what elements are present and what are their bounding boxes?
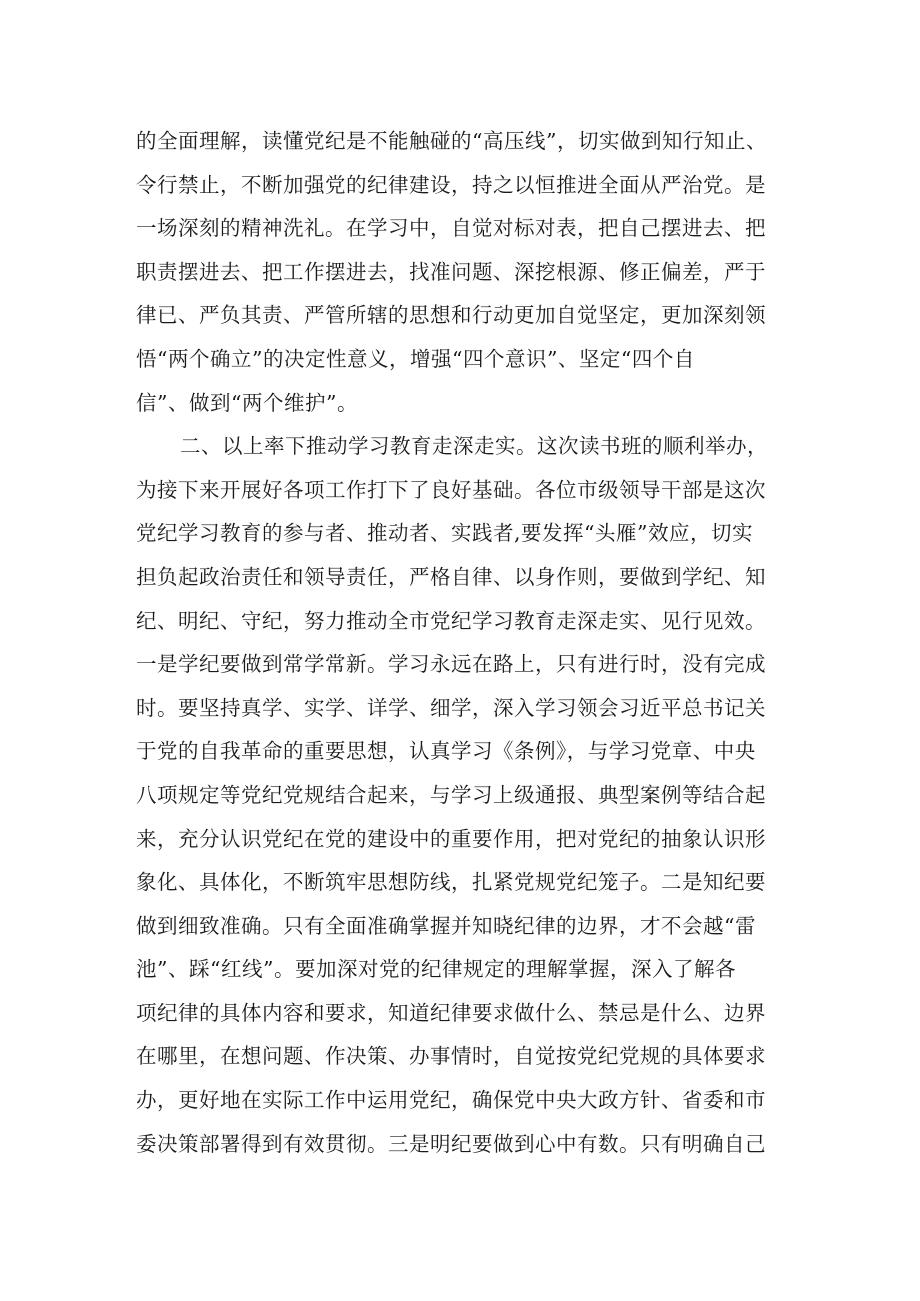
text-line: 党纪学习教育的参与者、推动者、实践者,要发挥“头雁”效应，切实 bbox=[136, 521, 753, 546]
text-line: 一是学纪要做到常学常新。学习永远在路上，只有进行时，没有完成 bbox=[136, 652, 766, 677]
text-line: 做到细致准确。只有全面准确掌握并知晓纪律的边界，才不会越“雷 bbox=[136, 913, 756, 938]
text-line: 信”、做到“两个维护”。 bbox=[136, 390, 358, 415]
section-heading-line: 二、以上率下推动学习教育走深走实。这次读书班的顺利举办， bbox=[180, 434, 768, 459]
text-line: 于党的自我革命的重要思想，认真学习《条例》，与学习党章、中央 bbox=[136, 739, 756, 764]
text-line: 项纪律的具体内容和要求，知道纪律要求做什么、禁忌是什么、边界 bbox=[136, 1000, 766, 1025]
text-line: 在哪里，在想问题、作决策、办事情时，自觉按党纪党规的具体要求 bbox=[136, 1044, 766, 1069]
text-line: 办，更好地在实际工作中运用党纪，确保党中央大政方针、省委和市 bbox=[136, 1088, 766, 1113]
text-line: 委决策部署得到有效贯彻。三是明纪要做到心中有数。只有明确自己 bbox=[136, 1131, 766, 1156]
text-line: 职责摆进去、把工作摆进去，找准问题、深挖根源、修正偏差，严于 bbox=[136, 259, 766, 284]
text-line: 八项规定等党纪党规结合起来，与学习上级通报、典型案例等结合起 bbox=[136, 782, 766, 807]
text-line: 象化、具体化，不断筑牢思想防线，扎紧党规党纪笼子。二是知纪要 bbox=[136, 870, 766, 895]
text-line: 时。要坚持真学、实学、详学、细学，深入学习领会习近平总书记关 bbox=[136, 695, 766, 720]
text-line: 的全面理解，读懂党纪是不能触碰的“高压线”，切实做到知行知止、 bbox=[136, 129, 767, 153]
text-line: 担负起政治责任和领导责任，严格自律、以身作则，要做到学纪、知 bbox=[136, 564, 766, 589]
body-text bbox=[136, 120, 796, 1166]
text-line: 律已、严负其责、严管所辖的思想和行动更加自觉坚定，更加深刻领 bbox=[136, 303, 766, 328]
text-line: 池”、踩“红线”。要加深对党的纪律规定的理解掌握，深入了解各 bbox=[136, 957, 736, 982]
text-line: 来，充分认识党纪在党的建设中的重要作用，把对党纪的抽象认识形 bbox=[136, 826, 766, 851]
text-line: 纪、明纪、守纪，努力推动全市党纪学习教育走深走实、见行见效。 bbox=[136, 608, 766, 633]
text-line: 为接下来开展好各项工作打下了良好基础。各位市级领导干部是这次 bbox=[136, 477, 766, 502]
text-line: 一场深刻的精神洗礼。在学习中，自觉对标对表，把自己摆进去、把 bbox=[136, 216, 766, 241]
text-line: 令行禁止，不断加强党的纪律建设，持之以恒推进全面从严治党。是 bbox=[136, 172, 766, 197]
text-line: 悟“两个确立”的决定性意义，增强“四个意识”、坚定“四个自 bbox=[136, 346, 695, 371]
